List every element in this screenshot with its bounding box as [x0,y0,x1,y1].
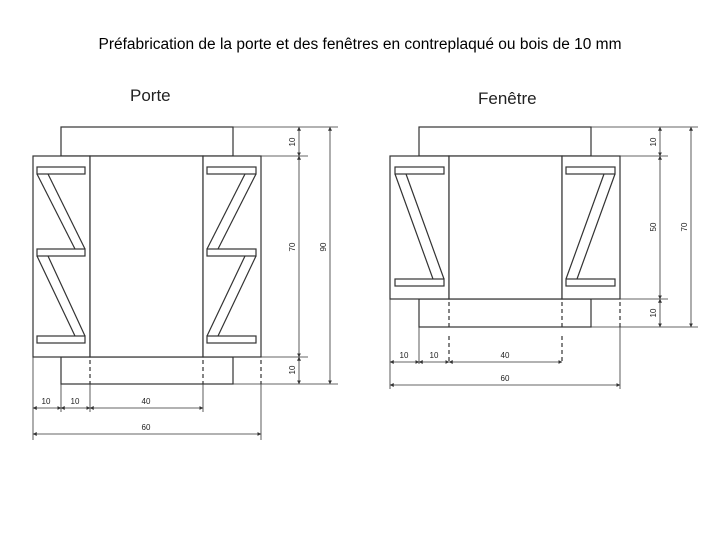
door-caption: Porte [130,86,171,105]
window-dim-left-a: 10 [399,351,409,360]
door-dim-total-height: 90 [319,242,328,252]
window-left-leaf [390,156,449,299]
door-dim-bottom: 10 [288,365,297,375]
window-dim-top: 10 [649,137,658,147]
door-drawing [33,127,338,440]
window-drawing [390,127,698,389]
door-dim-total-width: 60 [141,423,151,432]
door-bottom-sill [61,357,233,384]
window-top-lintel [419,127,591,156]
window-dim-bottom: 10 [649,308,658,318]
window-dim-left-b: 10 [429,351,439,360]
page-title: Préfabrication de la porte et des fenêtres en contreplaqué ou bois de 10 mm [98,36,622,53]
door-dim-center: 40 [141,397,151,406]
door-dim-top: 10 [288,137,297,147]
window-right-leaf [562,156,620,299]
window-bottom-sill [419,299,591,327]
window-dim-center: 40 [500,351,510,360]
window-dim-total-height: 70 [680,222,689,232]
window-center-panel [449,156,562,299]
door-dim-left-a: 10 [41,397,51,406]
window-dim-middle: 50 [649,222,658,232]
door-dim-middle: 70 [288,242,297,252]
door-top-lintel [61,127,233,156]
door-dim-left-b: 10 [70,397,80,406]
window-caption: Fenêtre [478,89,537,108]
door-center-panel [90,156,203,357]
window-dim-total-width: 60 [500,374,510,383]
